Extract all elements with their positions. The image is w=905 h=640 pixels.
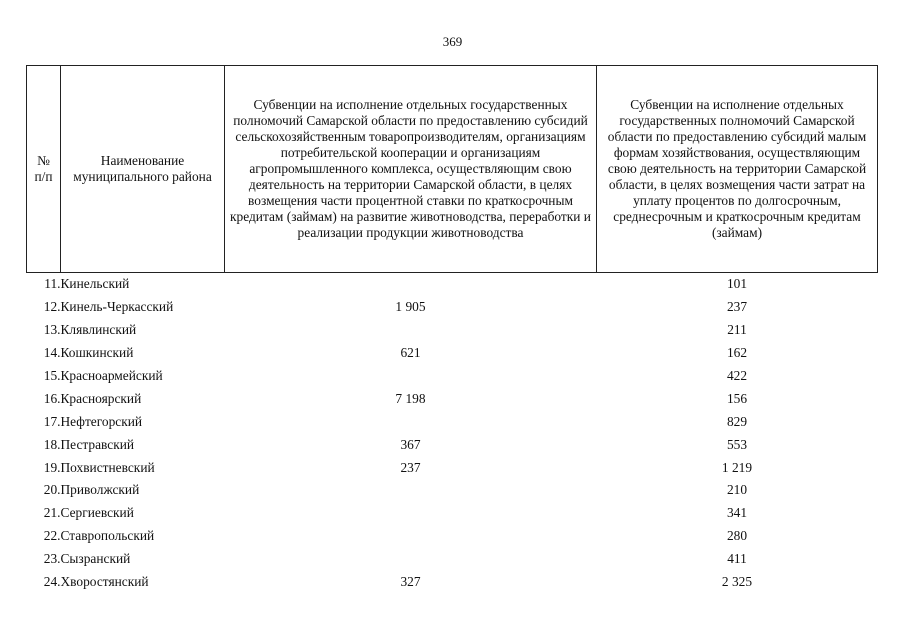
subvention-value-2: 422 [726, 368, 748, 383]
district-name: Кинель-Черкасский [60, 299, 174, 315]
table-row [27, 342, 878, 365]
subvention-value-1: 1 905 [395, 299, 426, 315]
header-subvention-livestock-credits: Субвенции на исполнение отдельных государственных полномочий Самарской области по предоставлению субсидий сельскохозяйственным товаропроизводителям, организациям потребительской кооперации и организациям агропромышленного комплекса, осуществляющим свою деятельность на территории Самарской области, в целях возмещения части процентной ставки по краткосрочным кредитам (займам) на развитие животноводства, переработки и реализации продукции животноводства [225, 66, 597, 273]
subvention-value-2: 101 [726, 276, 748, 292]
subvention-value-2: 237 [726, 299, 748, 315]
table-header-row [27, 66, 878, 273]
subvention-value-2: 156 [726, 390, 748, 406]
table-row [27, 571, 878, 594]
table-row [27, 502, 878, 525]
district-name: Сергиевский [60, 505, 134, 521]
subvention-value-1 [225, 273, 597, 296]
row-number: 22. [43, 528, 61, 544]
district-name: Ставропольский [60, 528, 155, 544]
table-row [27, 548, 878, 571]
row-number: 21. [43, 505, 61, 521]
table-row [27, 410, 878, 433]
subvention-value-2: 210 [726, 482, 748, 498]
table-row [27, 525, 878, 548]
subvention-value-1: 237 [400, 459, 421, 475]
subvention-value-2: 211 [727, 322, 747, 338]
subvention-value-1 [225, 502, 597, 525]
district-name: Нефтегорский [60, 413, 143, 429]
row-number: 13. [43, 322, 61, 338]
row-number: 17. [43, 413, 61, 429]
subvention-value-1 [225, 548, 597, 571]
subvention-value-2: 829 [726, 413, 748, 429]
table-row [27, 296, 878, 319]
subvention-value-2: 162 [726, 345, 748, 361]
page-number: 369 [442, 34, 463, 49]
row-number: 11. [44, 276, 61, 292]
subvention-value-2: 1 219 [721, 459, 753, 475]
district-name: Сызранский [60, 551, 131, 567]
subventions-table [26, 65, 878, 593]
subvention-value-1: 327 [400, 574, 421, 590]
district-name: Пестравский [60, 436, 135, 452]
header-district-name: Наименование муниципального района [61, 66, 225, 273]
row-number: 18. [43, 436, 61, 452]
district-name: Клявлинский [60, 322, 137, 338]
row-number: 19. [43, 459, 61, 475]
subvention-value-2: 553 [726, 436, 748, 452]
subvention-value-2: 411 [727, 551, 747, 567]
subvention-value-1 [225, 365, 597, 388]
subvention-value-2: 2 325 [721, 574, 753, 590]
district-name: Кинельский [60, 276, 130, 292]
district-name: Кошкинский [60, 345, 134, 361]
table-row [27, 433, 878, 456]
header-subvention-small-farms-credits: Субвенции на исполнение отдельных государственных полномочий Самарской области по предоставлению субсидий малым формам хозяйствования, осуществляющим свою деятельность на территории Самарской области, в целях возмещения части затрат на уплату процентов по долгосрочным, среднесрочным и краткосрочным кредитам (займам) [597, 66, 878, 273]
table-row [27, 387, 878, 410]
row-number: 16. [43, 390, 61, 406]
table-row [27, 479, 878, 502]
district-name: Похвистневский [60, 459, 155, 475]
table-row [27, 456, 878, 479]
header-number: № п/п [27, 66, 61, 273]
row-number: 20. [43, 482, 61, 498]
subvention-value-1 [225, 479, 597, 502]
district-name: Красноярский [60, 390, 142, 406]
district-name: Хворостянский [60, 574, 149, 590]
table-row [27, 319, 878, 342]
row-number: 15. [43, 368, 61, 383]
subvention-value-1 [225, 525, 597, 548]
subvention-value-1 [225, 319, 597, 342]
subvention-value-2: 341 [726, 505, 748, 521]
row-number: 12. [43, 299, 61, 315]
district-name: Красноармейский [60, 368, 163, 383]
district-name: Приволжский [60, 482, 140, 498]
subvention-value-1: 621 [400, 345, 421, 361]
row-number: 14. [43, 345, 61, 361]
row-number: 24. [43, 574, 61, 590]
table-row [27, 365, 878, 388]
table-body [27, 273, 878, 594]
subvention-value-1: 7 198 [395, 390, 426, 406]
table-row [27, 273, 878, 296]
subvention-value-2: 280 [726, 528, 748, 544]
subvention-value-1: 367 [400, 436, 421, 452]
subvention-value-1 [225, 410, 597, 433]
row-number: 23. [43, 551, 61, 567]
